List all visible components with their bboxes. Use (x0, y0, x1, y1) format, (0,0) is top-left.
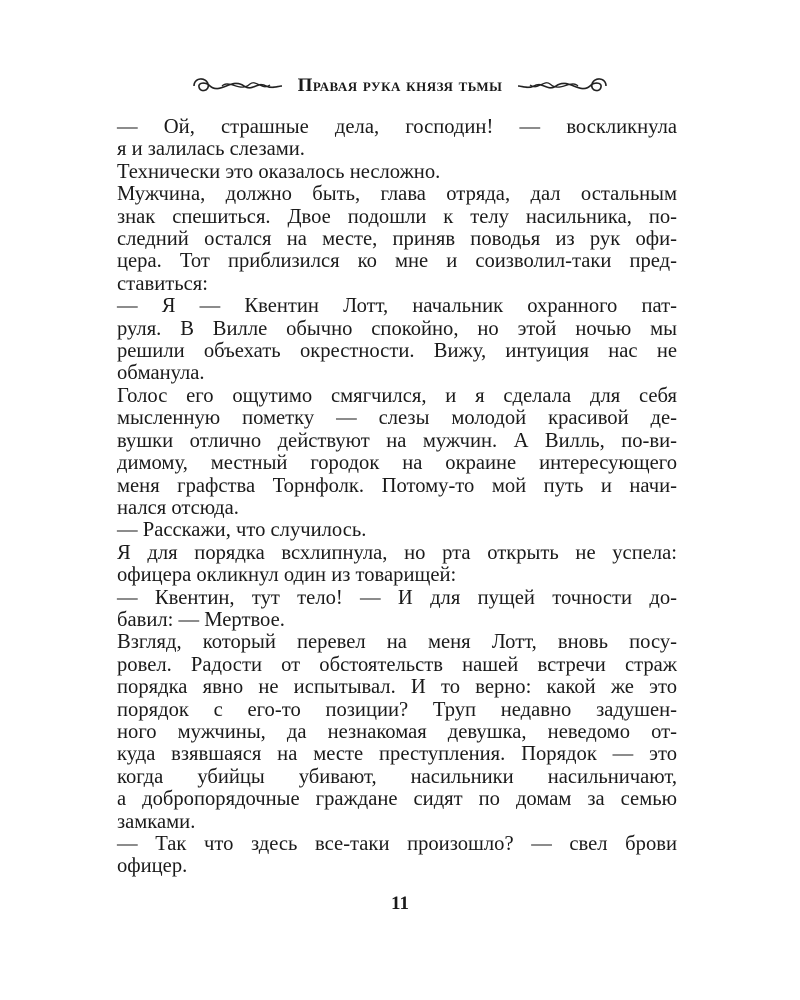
text-line: вушки отлично действуют на мужчин. А Вилль, по-ви- (117, 429, 677, 452)
paragraph (117, 116, 677, 161)
flourish-left-icon (186, 73, 286, 99)
paragraph (117, 385, 677, 519)
text-line: офицера окликнул один из товарищей: (117, 564, 457, 587)
text-line: мысленную пометку — слезы молодой красивой де- (117, 407, 677, 430)
text-line: обманула. (117, 362, 205, 385)
text-line: куда взявшаяся на месте преступления. Порядок — это (117, 743, 677, 766)
text-line: бавил: — Мертвое. (117, 608, 285, 631)
text-line: Технически это оказалось несложно. (117, 160, 441, 183)
body-text (117, 116, 677, 878)
text-line: меня графства Торнфолк. Потому-то мой путь и начи- (117, 474, 677, 497)
paragraph (117, 587, 677, 632)
text-line: Взгляд, который перевел на меня Лотт, вновь посу- (117, 631, 677, 654)
paragraph (117, 542, 677, 587)
text-line: замками. (117, 810, 196, 833)
text-line: следний остался на месте, приняв поводья из рук офи- (117, 228, 677, 251)
text-line: — Ой, страшные дела, господин! — воскликнула (117, 116, 677, 138)
text-line: Я для порядка всхлипнула, но рта открыть не успела: (117, 541, 677, 564)
text-line: ного мужчины, да незнакомая девушка, неведомо от- (117, 720, 677, 743)
running-head (130, 70, 670, 102)
text-line: димому, местный городок на окраине интересующего (117, 452, 677, 475)
text-line: порядок с его-то позиции? Труп недавно задушен- (117, 698, 677, 721)
text-line: а добропорядочные граждане сидят по домам за семью (117, 788, 677, 811)
text-line: — Так что здесь все-таки произошло? — свел брови (117, 833, 677, 855)
text-line: офицер. (117, 855, 188, 878)
text-line: нался отсюда. (117, 496, 239, 519)
text-line: — Расскажи, что случилось. (117, 519, 367, 542)
text-line: — Я — Квентин Лотт, начальник охранного пат- (117, 295, 677, 318)
paragraph (117, 183, 677, 295)
text-line: Мужчина, должно быть, глава отряда, дал остальным (117, 183, 677, 206)
text-line: знак спешиться. Двое подошли к телу насильника, по- (117, 205, 677, 228)
text-line: ровел. Радости от обстоятельств нашей встречи страж (117, 653, 677, 676)
text-line: когда убийцы убивают, насильники насильничают, (117, 765, 677, 788)
text-line: я и залилась слезами. (117, 138, 305, 161)
text-line: ставиться: (117, 272, 209, 295)
flourish-right-icon (514, 73, 614, 99)
text-line: решили объехать окрестности. Вижу, интуиция нас не (117, 340, 677, 363)
page-number: 11 (391, 893, 409, 914)
paragraph (117, 295, 677, 385)
text-line: порядка явно не испытывал. И то верно: какой же это (117, 676, 677, 699)
text-line: Голос его ощутимо смягчился, и я сделала для себя (117, 384, 677, 407)
text-line: цера. Тот приблизился ко мне и соизволил-таки пред- (117, 250, 677, 273)
paragraph (117, 519, 677, 541)
paragraph (117, 833, 677, 878)
running-head-title: Правая рука князя тьмы (297, 75, 503, 96)
paragraph (117, 161, 677, 183)
paragraph (117, 631, 677, 833)
text-line: руля. В Вилле обычно спокойно, но этой ночью мы (117, 317, 677, 340)
text-line: — Квентин, тут тело! — И для пущей точности до- (117, 586, 677, 609)
